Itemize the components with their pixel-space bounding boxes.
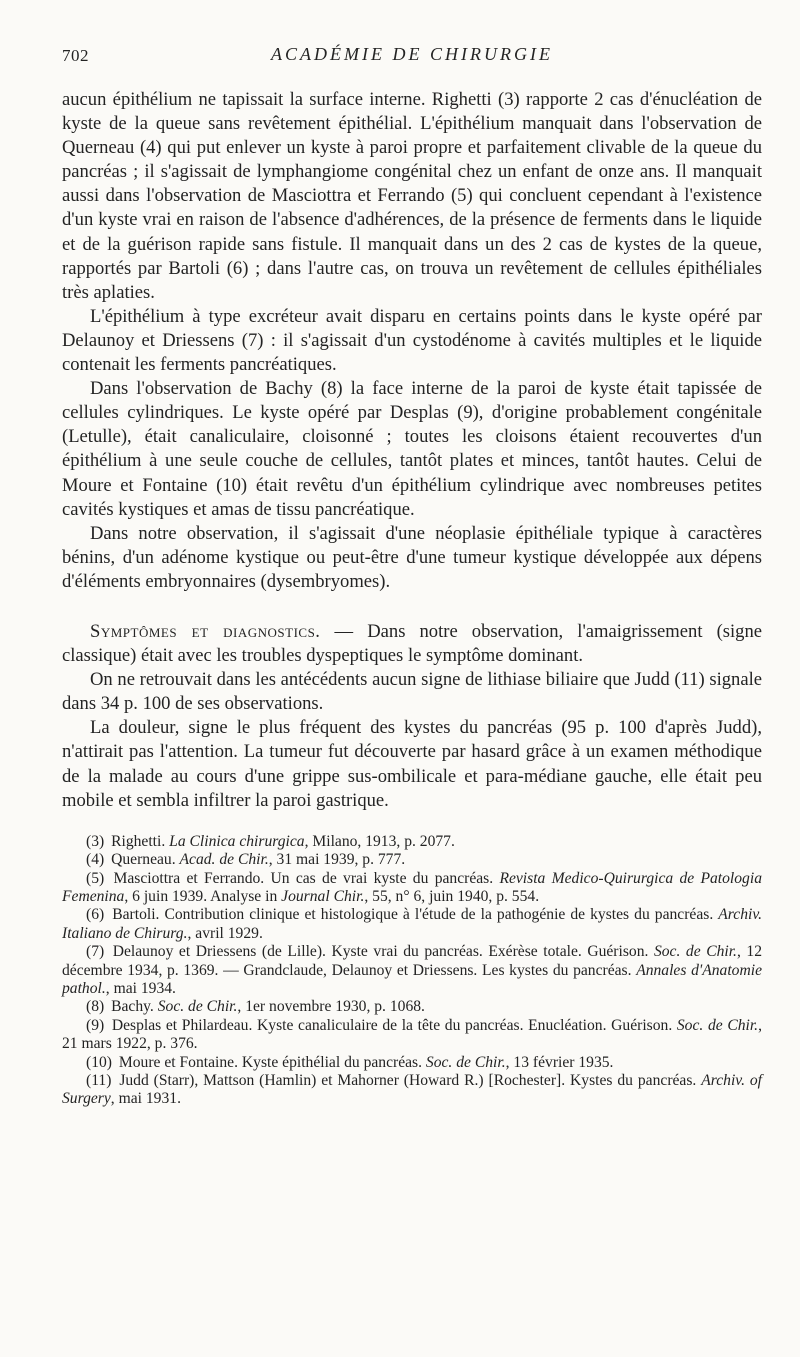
- running-title: ACADÉMIE DE CHIRURGIE: [271, 44, 553, 64]
- footnote-text: Desplas et Philardeau. Kyste canaliculaire de la tête du pancréas. Enucléation. Guérison.: [111, 1016, 677, 1034]
- section-paragraph: [62, 620, 762, 668]
- footnote-source-title: Soc. de Chir.: [157, 998, 238, 1016]
- footnote-source-title: La Clinica chirurgica: [169, 832, 305, 850]
- footnote-text: , 12 décembre 1934, p. 1369. — Grandclaude, Delaunoy et Driessens. Les kystes du pancréas.: [62, 943, 763, 979]
- footnote-text: Bachy.: [111, 998, 158, 1016]
- footnote-number: (10): [86, 1053, 112, 1071]
- footnote-source-title: Revista Medico-Quirurgica de Patologia Femenina: [62, 869, 762, 905]
- footnote: [62, 833, 762, 851]
- footnote-text: , 13 février 1935.: [505, 1053, 614, 1071]
- paragraph: On ne retrouvait dans les antécédents aucun signe de lithiase biliaire que Judd (11) signale dans 34 p. 100 de ses observations.: [62, 669, 762, 715]
- paragraph: La douleur, signe le plus fréquent des kystes du pancréas (95 p. 100 d'après Judd), n'attirait pas l'attention. La tumeur fut découverte par hasard grâce à un examen méthodique de la malade au cours d'une grippe sus-ombilicale et para-médiane gauche, elle était peu mobile et sembla infiltrer la paroi gastrique.: [62, 717, 762, 811]
- footnote-number: (3): [86, 832, 105, 850]
- footnote: [62, 1054, 762, 1072]
- footnote-text: , avril 1929.: [187, 924, 263, 942]
- footnote: [62, 906, 762, 943]
- footnote-source-title: Journal Chir.: [281, 887, 365, 905]
- footnote-number: (9): [86, 1016, 105, 1034]
- footnote-text: , mai 1934.: [105, 979, 176, 997]
- footnote: [62, 1072, 762, 1109]
- footnote-text: Judd (Starr), Mattson (Hamlin) et Mahorner (Howard R.) [Rochester]. Kystes du pancréas.: [119, 1072, 702, 1089]
- section-heading: Symptômes et diagnostics.: [90, 620, 321, 642]
- footnote-number: (11): [86, 1072, 112, 1089]
- footnote-text: Bartoli. Contribution clinique et histologique à l'étude de la pathogénie de kystes du pancréas.: [112, 906, 719, 924]
- footnote: [62, 943, 762, 998]
- footnote-number: (4): [86, 851, 105, 869]
- paragraph: L'épithélium à type excréteur avait disparu en certains points dans le kyste opéré par Delaunoy et Driessens (7) : il s'agissait d'un cystodénome à cavités multiples et le liquide contenait les ferments pancréatiques.: [62, 305, 762, 376]
- footnote-number: (8): [86, 998, 105, 1016]
- footnote-number: (5): [86, 869, 105, 887]
- footnote-text: , 6 juin 1939. Analyse in: [124, 887, 282, 905]
- page-header: [62, 40, 762, 68]
- footnote-text: Righetti.: [111, 832, 170, 850]
- footnote-text: , 55, n° 6, juin 1940, p. 554.: [364, 887, 540, 905]
- footnote: [62, 998, 762, 1016]
- body-text: [62, 88, 762, 813]
- footnote-source-title: Annales d'Anatomie pathol.: [62, 961, 762, 997]
- footnote-source-title: Soc. de Chir.: [653, 943, 737, 961]
- footnote-number: (6): [86, 906, 105, 924]
- footnote-text: , 1er novembre 1930, p. 1068.: [237, 998, 425, 1016]
- footnote-text: , Milano, 1913, p. 2077.: [304, 832, 455, 850]
- footnote-text: , 31 mai 1939, p. 777.: [268, 851, 406, 869]
- footnote-text: , 21 mars 1922, p. 376.: [62, 1016, 762, 1053]
- footnote-text: Moure et Fontaine. Kyste épithélial du pancréas.: [118, 1053, 426, 1071]
- footnotes: [62, 833, 762, 1109]
- footnote: [62, 870, 762, 907]
- document-page: [62, 40, 762, 1109]
- paragraph: Dans notre observation, il s'agissait d'une néoplasie épithéliale typique à caractères bénins, d'un adénome kystique ou peut-être d'une tumeur kystique développée aux dépens d'éléments embryonnaires (dysembryomes).: [62, 522, 762, 592]
- section-dash: —: [320, 620, 368, 642]
- footnote-text: , mai 1931.: [110, 1090, 181, 1108]
- footnote-text: Masciottra et Ferrando. Un cas de vrai kyste du pancréas.: [113, 869, 500, 887]
- footnote-source-title: Archiv. of Surgery: [62, 1072, 762, 1108]
- footnote-source-title: Acad. de Chir.: [179, 851, 269, 869]
- section-first-text: Dans notre observation, l'amaigrissement (signe classique) était avec les troubles dyspeptiques le symptôme dominant.: [62, 620, 763, 667]
- paragraph: aucun épithélium ne tapissait la surface interne. Righetti (3) rapporte 2 cas d'énucléation de kyste de la queue sans revêtement épithélial. L'épithélium manquait dans l'observation de Querneau (4) qui put enlever un kyste à paroi propre et parfaitement clivable de la queue du pancréas ; il s'agissait de lymphangiome congénital chez un enfant de onze ans. Il manquait aussi dans l'observation de Masciottra et Ferrando (5) qui concluent cependant à l'existence d'un kyste vrai en raison de l'absence d'adhérences, de la présence de ferments dans le liquide et de la guérison rapide sans fistule. Il manquait dans un des 2 cas de kystes de la queue, rapportés par Bartoli (6) ; dans l'autre cas, on trouva un revêtement de cellules épithéliales très aplaties.: [62, 89, 762, 303]
- page-number: 702: [62, 46, 89, 65]
- footnote-source-title: Soc. de Chir.: [676, 1016, 759, 1034]
- paragraph: Dans l'observation de Bachy (8) la face interne de la paroi de kyste était tapissée de cellules cylindriques. Le kyste opéré par Desplas (9), d'origine probablement congénitale (Letulle), était canaliculaire, cloisonné ; toutes les cloisons étaient recouvertes d'un épithélium à une seule couche de cellules, tantôt plates et minces, tantôt hautes. Celui de Moure et Fontaine (10) était revêtu d'un épithélium cylindrique avec nombreuses petites cavités kystiques et amas de tissu pancréatique.: [62, 378, 762, 520]
- footnote: [62, 851, 762, 869]
- footnote-source-title: Archiv. Italiano de Chirurg.: [62, 906, 762, 942]
- footnote: [62, 1017, 762, 1054]
- footnote-source-title: Soc. de Chir.: [425, 1053, 506, 1071]
- footnote-text: Querneau.: [111, 851, 180, 869]
- footnote-text: Delaunoy et Driessens (de Lille). Kyste vrai du pancréas. Exérèse totale. Guérison.: [112, 943, 654, 961]
- footnote-number: (7): [86, 943, 105, 961]
